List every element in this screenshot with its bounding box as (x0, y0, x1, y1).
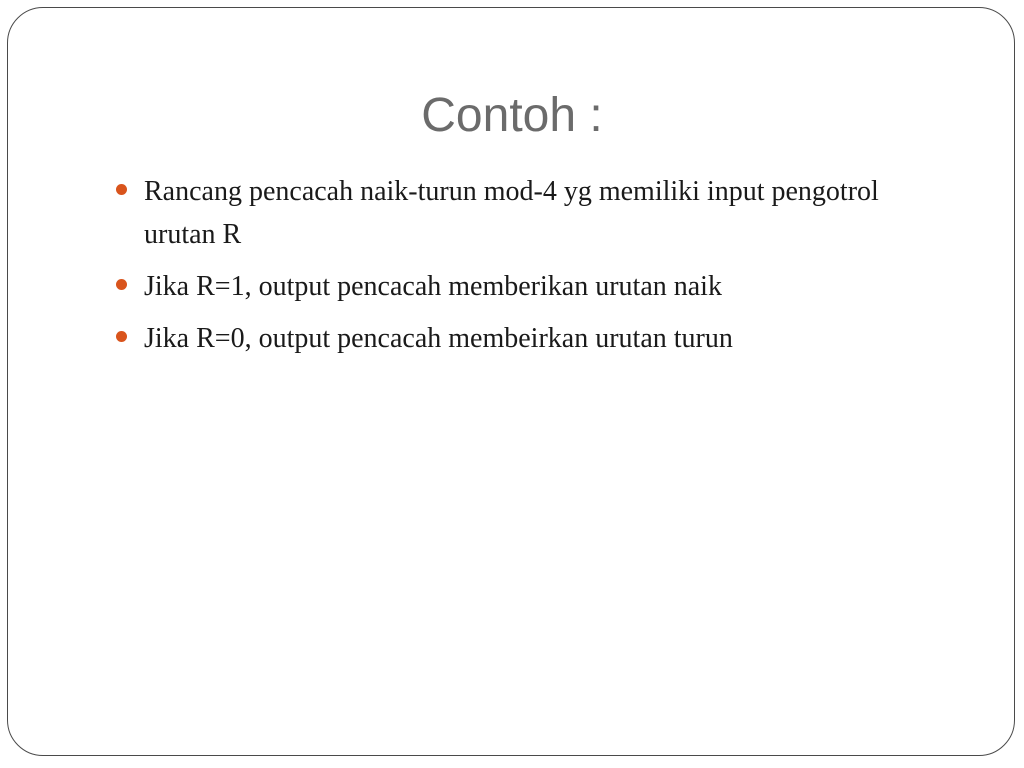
bullet-list (114, 170, 914, 369)
bullet-dot-icon (116, 279, 127, 290)
bullet-dot-icon (116, 331, 127, 342)
bullet-text: Rancang pencacah naik-turun mod-4 yg memiliki input pengotrol urutan R (144, 176, 879, 250)
bullet-item (114, 317, 914, 360)
slide-title: Contoh : (421, 89, 603, 142)
bullet-text: Jika R=0, output pencacah membeirkan urutan turun (144, 323, 733, 354)
bullet-item (114, 170, 914, 256)
bullet-item (114, 265, 914, 308)
bullet-dot-icon (116, 184, 127, 195)
bullet-text: Jika R=1, output pencacah memberikan urutan naik (144, 271, 722, 302)
